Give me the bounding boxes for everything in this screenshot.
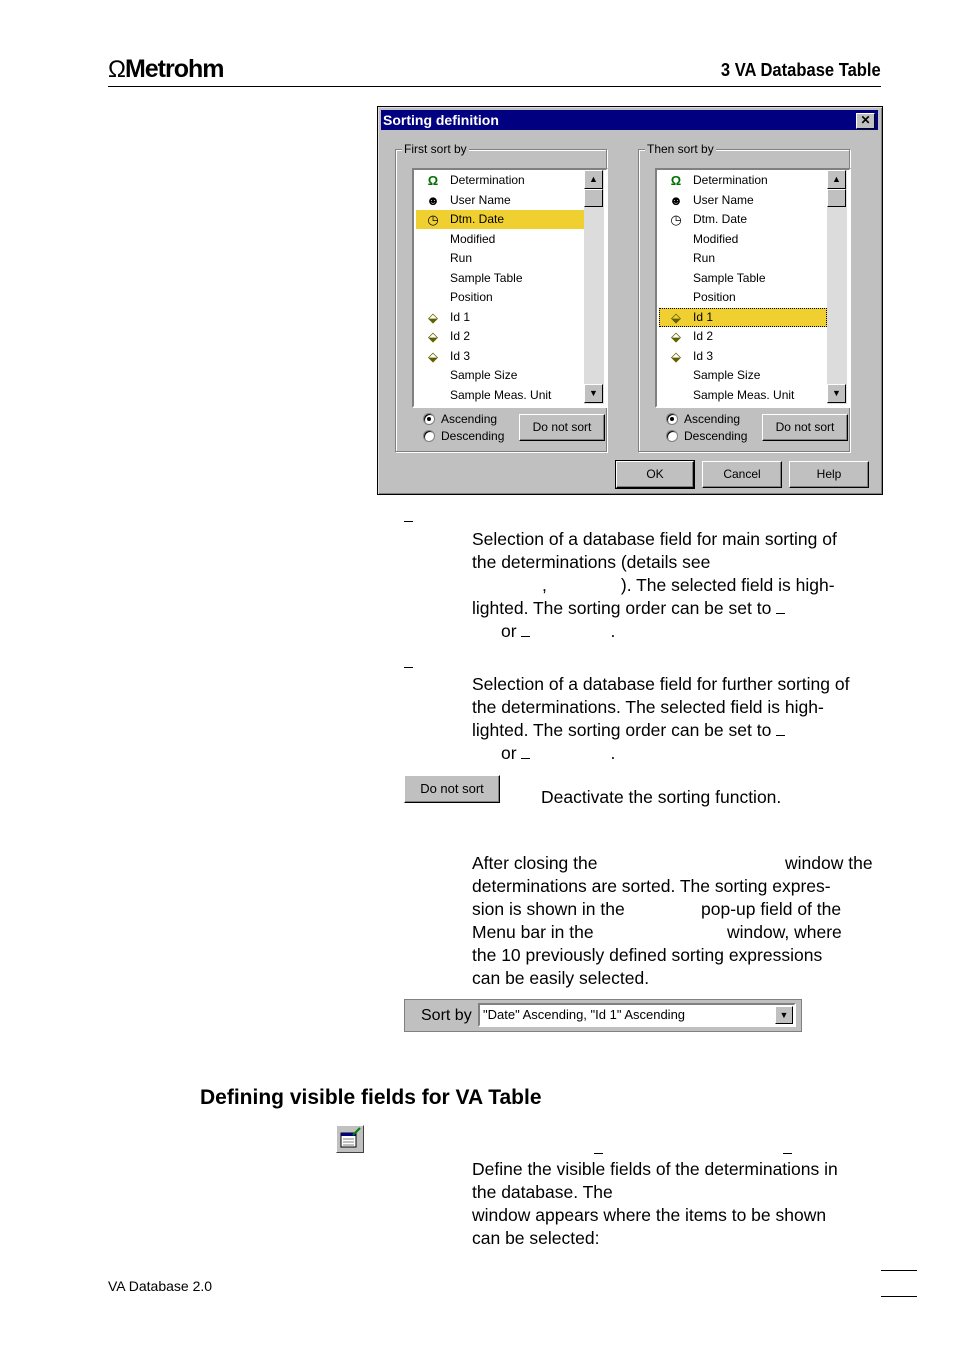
first-list-item[interactable] (416, 230, 584, 249)
list-item-label: User Name (693, 192, 754, 207)
then-do-not-sort-button[interactable]: Do not sort (762, 414, 848, 441)
blank-icon (424, 289, 442, 306)
dialog-titlebar (381, 110, 878, 130)
first-list-item[interactable] (416, 171, 584, 190)
desc-first-sort: Selection of a database field for main sorting of the determinations (details see , ). The selected field is high- lighted. The sorting order can be set to or . (472, 529, 837, 641)
blank-icon (667, 289, 685, 306)
list-item-label: Modified (450, 231, 496, 246)
then-list-item[interactable] (659, 347, 827, 366)
do-not-sort-sample-button: Do not sort (404, 775, 500, 803)
omega-logo-icon: Ω (108, 56, 125, 83)
scroll-up-icon[interactable]: ▲ (584, 170, 603, 189)
then-list-item[interactable] (659, 249, 827, 268)
list-item-label: Sample Table (693, 270, 766, 285)
footer-rule-top (881, 1270, 917, 1271)
list-item-label: Id 3 (450, 348, 471, 363)
list-item-label: Run (693, 251, 716, 265)
first-list-item[interactable] (416, 210, 584, 229)
blank-icon (424, 367, 442, 384)
then-list-item[interactable] (659, 308, 827, 327)
first-list-item[interactable] (416, 288, 584, 307)
list-item-label: Dtm. Date (450, 212, 505, 226)
list-item-label: Determination (450, 173, 525, 187)
scroll-up-icon[interactable]: ▲ (827, 170, 846, 189)
list-item-label: Position (450, 290, 493, 304)
field-type-icon: Ω (670, 173, 682, 188)
ok-button[interactable]: OK (616, 461, 694, 488)
footer-rule-bottom (881, 1296, 917, 1297)
then-list-item[interactable] (659, 366, 827, 385)
then-sort-scrollbar[interactable] (827, 170, 847, 404)
then-list-item[interactable] (659, 230, 827, 249)
then-list-item[interactable] (659, 386, 827, 405)
then-list-item[interactable] (659, 269, 827, 288)
then-list-item[interactable] (659, 288, 827, 307)
sort-by-label: Sort by (421, 1007, 472, 1024)
first-list-item[interactable] (416, 347, 584, 366)
help-button[interactable]: Help (789, 461, 869, 488)
dialog-title: Sorting definition (383, 112, 499, 128)
blank-icon (667, 270, 685, 287)
blank-icon (424, 387, 442, 404)
first-do-not-sort-button[interactable]: Do not sort (519, 414, 605, 441)
blank-icon (424, 231, 442, 248)
close-icon[interactable]: ✕ (856, 113, 875, 129)
list-item-label: Sample Meas. Unit (693, 387, 795, 402)
underline-mark (594, 1153, 603, 1154)
first-list-item[interactable] (416, 269, 584, 288)
field-type-icon: ⬙ (428, 348, 438, 364)
field-type-icon: ⬙ (428, 329, 438, 344)
blank-icon (667, 387, 685, 404)
field-type-icon: ☻ (669, 192, 683, 208)
field-type-icon: ◷ (427, 212, 439, 227)
then-list-item[interactable] (659, 210, 827, 229)
field-type-icon: ☻ (426, 192, 440, 208)
cancel-button[interactable]: Cancel (702, 461, 782, 488)
underline-mark (404, 521, 413, 522)
then-list-item[interactable] (659, 327, 827, 346)
then-list-item[interactable] (659, 191, 827, 210)
first-sort-listbox[interactable] (412, 168, 608, 408)
list-item-label: Sample Size (693, 368, 761, 382)
scroll-down-icon[interactable]: ▼ (827, 384, 846, 403)
list-item-label: Modified (693, 231, 739, 246)
header-rule (108, 86, 881, 87)
chapter-title: 3 VA Database Table (721, 60, 881, 80)
underline-mark (783, 1153, 792, 1154)
first-sort-label: First sort by (404, 142, 467, 156)
section-title: Defining visible fields for VA Table (200, 1086, 542, 1109)
first-list-item[interactable] (416, 366, 584, 385)
visible-fields-description: Define the visible fields of the determinations in the database. The window appears where the items to be shown can be selected: (472, 1159, 838, 1248)
list-item-label: Id 1 (693, 309, 714, 324)
first-list-item[interactable] (416, 327, 584, 346)
field-type-icon: ⬙ (428, 309, 438, 325)
do-not-sort-description: Deactivate the sorting function. (541, 787, 782, 807)
field-type-icon: ⬙ (671, 348, 681, 364)
first-list-item[interactable] (416, 386, 584, 405)
field-type-icon: ⬙ (671, 309, 681, 325)
scroll-thumb[interactable] (584, 189, 603, 207)
list-item-label: Sample Meas. Unit (450, 387, 552, 402)
list-item-label: Id 2 (450, 329, 471, 343)
blank-icon (667, 367, 685, 384)
blank-icon (424, 270, 442, 287)
metrohm-logo: ΩMetrohm (108, 55, 224, 83)
footer-product: VA Database 2.0 (108, 1278, 213, 1294)
field-type-icon: ◷ (670, 212, 682, 227)
list-item-label: Id 2 (693, 329, 714, 343)
blank-icon (667, 231, 685, 248)
list-item-label: Sample Size (450, 368, 518, 382)
sort-by-toolbar (404, 999, 802, 1032)
field-type-icon: Ω (427, 173, 439, 188)
then-list-item[interactable] (659, 171, 827, 190)
desc-then-sort: Selection of a database field for further sorting of the determinations. The selected field is high- lighted. The sorting order can be set to or . (472, 674, 850, 763)
first-sort-group: First sort by Ω Determination ☻ User Name ◷ Dtm. Date Modified Run Sample Table Position ⬙ Id 1 ⬙ Id 2 ⬙ Id 3 Sample Size Sample Meas. Unit ▲ ▼ Ascending Descending Do not sort (395, 149, 607, 452)
after-closing-text: After closing the window the determinations are sorted. The sorting expres- sion is shown in the pop-up field of the Menu bar in the window, where the 10 previously defined sorting expressions can be easily selected. (472, 853, 873, 988)
list-item-label: Run (450, 251, 473, 265)
underline-mark (404, 667, 413, 668)
list-item-label: Dtm. Date (693, 212, 748, 226)
sort-by-combo[interactable]: "Date" Ascending, "Id 1" Ascending ▼ (478, 1003, 796, 1027)
list-item-label: Id 1 (450, 309, 471, 324)
first-list-item[interactable] (416, 191, 584, 210)
visible-fields-icon (336, 1125, 364, 1153)
sorting-definition-dialog (377, 106, 883, 495)
then-sort-listbox[interactable] (655, 168, 851, 408)
then-sort-label: Then sort by (647, 142, 714, 156)
blank-icon (424, 250, 442, 267)
dropdown-arrow-icon[interactable]: ▼ (775, 1006, 793, 1024)
field-type-icon: ⬙ (671, 329, 681, 344)
list-item-label: Position (693, 290, 736, 304)
first-list-item[interactable] (416, 308, 584, 327)
blank-icon (667, 250, 685, 267)
list-item-label: Id 3 (693, 348, 714, 363)
list-item-label: Determination (693, 173, 768, 187)
list-item-label: User Name (450, 192, 511, 207)
then-sort-group: Then sort by Ω Determination ☻ User Name ◷ Dtm. Date Modified Run Sample Table Position ⬙ Id 1 ⬙ Id 2 ⬙ Id 3 Sample Size Sample Meas. Unit ▲ ▼ Ascending Descending Do not sort (638, 149, 850, 452)
first-sort-scrollbar[interactable] (584, 170, 604, 404)
scroll-thumb[interactable] (827, 189, 846, 207)
list-item-label: Sample Table (450, 270, 523, 285)
scroll-down-icon[interactable]: ▼ (584, 384, 603, 403)
first-list-item[interactable] (416, 249, 584, 268)
